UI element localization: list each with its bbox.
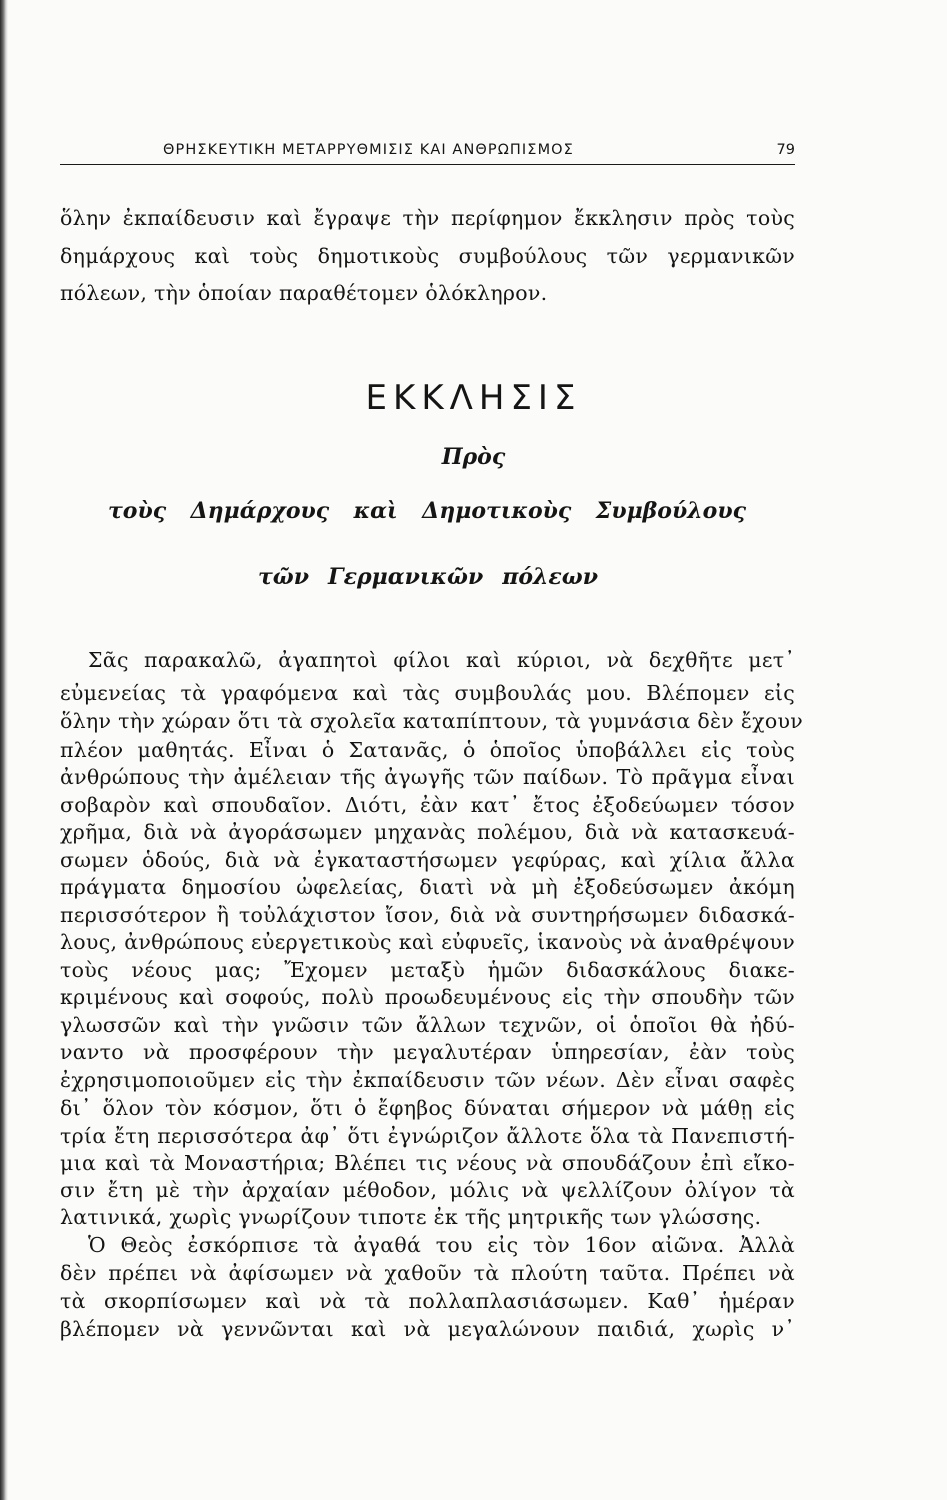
body-line: Σᾶς παρακαλῶ, ἀγαπητοὶ φίλοι καὶ κύριοι, νὰ δεχθῆτε μετ᾽ — [88, 648, 795, 672]
intro-line: πόλεων, τὴν ὁποίαν παραθέτομεν ὁλόκληρον. — [60, 281, 548, 305]
intro-line: δημάρχους καὶ τοὺς δημοτικοὺς συμβούλους τῶν γερμανικῶν — [60, 244, 795, 268]
section-title: ΕΚΚΛΗΣΙΣ — [365, 378, 582, 418]
body-line: χρῆμα, διὰ νὰ ἀγοράσωμεν μηχανὰς πολέμου, διὰ νὰ κατασκευά- — [60, 820, 795, 844]
body-line: δι᾽ ὅλον τὸν κόσμον, ὅτι ὁ ἔφηβος δύναται σήμερον νὰ μάθῃ εἰς — [60, 1096, 795, 1120]
body-line: ἐχρησιμοποιοῦμεν εἰς τὴν ἐκπαίδευσιν τῶν νέων. Δὲν εἶναι σαφὲς — [60, 1068, 795, 1092]
body-line: λους, ἀνθρώπους εὐεργετικοὺς καὶ εὐφυεῖς, ἱκανοὺς νὰ ἀναθρέψουν — [60, 930, 795, 954]
body-line: λατινικά, χωρὶς γνωρίζουν τιποτε ἐκ τῆς μητρικῆς των γλώσσης. — [60, 1205, 762, 1229]
body-line: εὐμενείας τὰ γραφόμενα καὶ τὰς συμβουλάς μου. Βλέπομεν εἰς — [60, 681, 795, 705]
page-number: 79 — [776, 142, 795, 158]
intro-line: ὅλην ἐκπαίδευσιν καὶ ἔγραψε τὴν περίφημον ἔκκλησιν πρὸς τοὺς — [60, 206, 795, 230]
heading-pros: Πρὸς — [441, 444, 506, 470]
body-line: σιν ἔτη μὲ τὴν ἀρχαίαν μέθοδον, μόλις νὰ ψελλίζουν ὀλίγον τὰ — [60, 1178, 795, 1202]
body-line: γλωσσῶν καὶ τὴν γνῶσιν τῶν ἄλλων τεχνῶν, οἱ ὁποῖοι θὰ ἠδύ- — [60, 1013, 795, 1037]
heading-addressee: τοὺς Δημάρχους καὶ Δημοτικοὺς Συμβούλους — [108, 498, 746, 524]
body-line: τρία ἔτη περισσότερα ἀφ᾽ ὅτι ἐγνώριζον ἄλλοτε ὅλα τὰ Πανεπιστή- — [60, 1124, 795, 1148]
body-line: τὰ σκορπίσωμεν καὶ νὰ τὰ πολλαπλασιάσωμεν. Καθ᾽ ἡμέραν — [60, 1289, 795, 1313]
body-line: βλέπομεν νὰ γεννῶνται καὶ νὰ μεγαλώνουν παιδιά, χωρὶς ν᾽ — [60, 1317, 795, 1341]
running-title: ΘΡΗΣΚΕΥΤΙΚΗ ΜΕΤΑΡΡΥΘΜΙΣΙΣ ΚΑΙ ΑΝΘΡΩΠΙΣΜΟΣ — [163, 142, 574, 158]
body-line: ἀνθρώπους τὴν ἀμέλειαν τῆς ἀγωγῆς τῶν παίδων. Τὸ πρᾶγμα εἶναι — [60, 765, 795, 789]
body-line: ὅλην τὴν χώραν ὅτι τὰ σχολεῖα καταπίπτουν, τὰ γυμνάσια δὲν ἔχουν — [60, 709, 804, 733]
page-binding-edge — [0, 0, 8, 1500]
running-header — [60, 138, 795, 165]
body-line: κριμένους καὶ σοφούς, πολὺ προωδευμένους εἰς τὴν σπουδὴν τῶν — [60, 985, 795, 1009]
body-line: πράγματα δημοσίου ὠφελείας, διατὶ νὰ μὴ ἐξοδεύσωμεν ἀκόμη — [60, 875, 795, 899]
body-line: πλέον μαθητάς. Εἶναι ὁ Σατανᾶς, ὁ ὁποῖος ὑποβάλλει εἰς τοὺς — [60, 738, 795, 762]
body-line: ναντο νὰ προσφέρουν τὴν μεγαλυτέραν ὑπηρεσίαν, ἐὰν τοὺς — [60, 1040, 795, 1064]
body-line: τοὺς νέους μας; Ἔχομεν μεταξὺ ἡμῶν διδασκάλους διακε- — [60, 958, 795, 982]
body-line: Ὁ Θεὸς ἐσκόρπισε τὰ ἀγαθά του εἰς τὸν 16ον αἰῶνα. Ἀλλὰ — [88, 1233, 795, 1257]
body-line: σοβαρὸν καὶ σπουδαῖον. Διότι, ἐὰν κατ᾽ ἔτος ἐξοδεύωμεν τόσον — [60, 793, 795, 817]
body-line: περισσότερον ἢ τοὐλάχιστον ἴσον, διὰ νὰ συντηρήσωμεν διδασκά- — [60, 903, 795, 927]
body-line: δὲν πρέπει νὰ ἀφίσωμεν νὰ χαθοῦν τὰ πλούτη ταῦτα. Πρέπει νὰ — [60, 1261, 795, 1285]
body-line: μια καὶ τὰ Μοναστήρια; Βλέπει τις νέους νὰ σπουδάζουν ἐπὶ εἴκο- — [60, 1151, 795, 1175]
body-line: σωμεν ὁδούς, διὰ νὰ ἐγκαταστήσωμεν γεφύρας, καὶ χίλια ἄλλα — [60, 848, 795, 872]
heading-cities: τῶν Γερμανικῶν πόλεων — [258, 564, 598, 590]
